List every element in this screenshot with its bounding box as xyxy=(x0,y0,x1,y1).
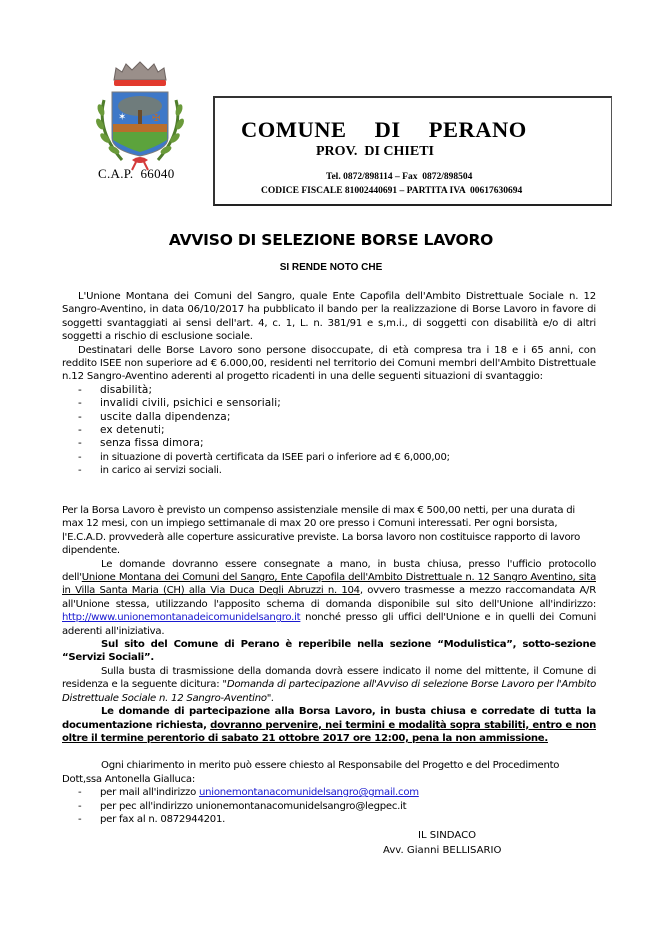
paragraph-intro: L'Unione Montana dei Comuni del Sangro, quale Ente Capofila dell'Ambito Distrettuale Sociale n. 12 Sangro-Aventino, in data 06/10/2017 ha pubblicato il bando per la realizzazione di Borse Lavoro in favore di soggetti svantaggiati ai sensi dell'art. 4, c. 1, L. n. 381/91 e s,m.i., di soggetti con disabilità e/o di altri soggetti a rischio di esclusione sociale. xyxy=(62,291,596,343)
paragraph-modulistica: Sul sito del Comune di Perano è reperibile nella sezione “Modulistica”, sotto-sezione “Servizi Sociali”. xyxy=(62,639,596,664)
paragraph-compensation: Per la Borsa Lavoro è previsto un compenso assistenziale mensile di max € 500,00 netti, per una durata di max 12 mesi, con un impiego settimanale di max 20 ore presso i Comuni interessati. Per ogni borsista, l'E.C.A.D. provvederà alle coperture assicurative previste. La borsa lavoro non costituisce rapporto di lavoro dipendente. xyxy=(62,505,581,557)
paragraph-contacts: Ogni chiarimento in merito può essere chiesto al Responsabile del Progetto e del Procedimento Dott,ssa Antonella Gialluca: xyxy=(62,760,560,785)
contact-list xyxy=(62,786,596,826)
list-item: - invalidi civili, psichici e sensoriali; xyxy=(78,397,281,410)
svg-text:✶: ✶ xyxy=(118,112,127,123)
postal-code: C.A.P. 66040 xyxy=(98,166,175,181)
contact-pec: - per pec all'indirizzo unionemontanacomunidelsangro@legpec.it xyxy=(78,800,407,812)
paragraph-submission: Le domande dovranno essere consegnate a mano, in busta chiusa, presso l'ufficio protocollo dell'Unione Montana dei Comuni del Sangro, Ente Capofila dell'Ambito Distrettuale n. 12 Sangro Aventino, sita in Villa Santa Maria (CH) alla Via Duca Degli Abruzzi n. 104, ovvero trasmesse a mezzo raccomandata A/R all'Unione stessa, utilizzando l'apposito schema di domanda disponibile sul sito dell'Unione all'indirizzo: http://www.unionemontanadeicomunidelsangro.it nonché presso gli uffici dell'Unione e in quelli dei Comuni aderenti all'iniziativa. xyxy=(62,558,596,637)
list-item: - in carico ai servizi sociali. xyxy=(78,465,222,477)
municipality-name: COMUNE DI PERANO xyxy=(241,117,527,142)
email-link[interactable]: unionemontanacomunidelsangro@gmail.com xyxy=(198,787,419,799)
list-item: - senza fissa dimora; xyxy=(78,437,204,450)
contact-mail: - per mail all'indirizzo unionemontanacomunidelsangro@gmail.com xyxy=(78,787,419,799)
coat-of-arms-icon xyxy=(92,60,188,172)
phone-fax: Tel. 0872/898114 – Fax 0872/898504 xyxy=(326,172,473,182)
notice-title: AVVISO DI SELEZIONE BORSE LAVORO xyxy=(168,231,494,249)
signature-name: Avv. Gianni BELLISARIO xyxy=(383,845,502,856)
svg-text:✠: ✠ xyxy=(152,113,161,124)
notice-subtitle: SI RENDE NOTO CHE xyxy=(279,262,383,273)
deadline-text: dovranno pervenire, nei termini e modalità sopra stabiliti, entro e non oltre il termine perentorio di sabato 21 ottobre 2017 ore 12:00, pena la non ammissione. xyxy=(62,719,596,744)
list-item: - ex detenuti; xyxy=(78,424,165,437)
paragraph-deadline: Le domande di partecipazione alla Borsa Lavoro, in busta chiusa e corredate di tutta la documentazione richiesta, dovranno pervenire, nei termini e modalità sopra stabiliti, entro e non oltre il termine perentorio di sabato 21 ottobre 2017 ore 12:00, pena la non ammissione. xyxy=(62,706,596,744)
contact-fax: - per fax al n. 0872944201. xyxy=(78,813,226,825)
province: PROV. DI CHIETI xyxy=(316,144,434,159)
submission-address: Unione Montana dei Comuni del Sangro, Ente Capofila dell'Ambito Distrettuale n. 12 Sangro Aventino, sita in Villa Santa Maria (CH) alla Via Duca Degli Abruzzi n. 104 xyxy=(62,572,596,597)
union-website-link[interactable]: http://www.unionemontanadeicomunidelsangro.it xyxy=(62,612,301,624)
disadvantage-list xyxy=(62,384,596,478)
list-item: - disabilità; xyxy=(78,383,153,396)
notice-body-details xyxy=(62,504,596,826)
envelope-wording: "Domanda di partecipazione all'Avviso di selezione Borse Lavoro per l'Ambito Distrettuale Sociale n. 12 Sangro-Aventino". xyxy=(62,679,596,704)
paragraph-envelope: Sulla busta di trasmissione della domanda dovrà essere indicato il nome del mittente, il Comune di residenza e la seguente dicitura: "Domanda di partecipazione all'Avviso di selezione Borse Lavoro per l'Ambito Distrettuale Sociale n. 12 Sangro-Aventino". xyxy=(62,665,596,704)
list-item: - uscite dalla dipendenza; xyxy=(78,410,231,423)
list-item: - in situazione di povertà certificata da ISEE pari o inferiore ad € 6,000,00; xyxy=(78,451,450,463)
paragraph-recipients: Destinatari delle Borse Lavoro sono persone disoccupate, di età compresa tra i 18 e i 65 anni, con reddito ISEE non superiore ad € 6.000,00, residenti nel territorio dei Comuni membri dell'Ambito Distrettuale n.12 Sangro-Aventino aderenti al progetto ricadenti in una delle seguenti situazioni di svantaggio: xyxy=(62,344,596,383)
signature-role: IL SINDACO xyxy=(418,830,477,841)
tax-codes: CODICE FISCALE 81002440691 – PARTITA IVA 00617630694 xyxy=(261,186,523,196)
notice-body-intro xyxy=(62,290,596,478)
